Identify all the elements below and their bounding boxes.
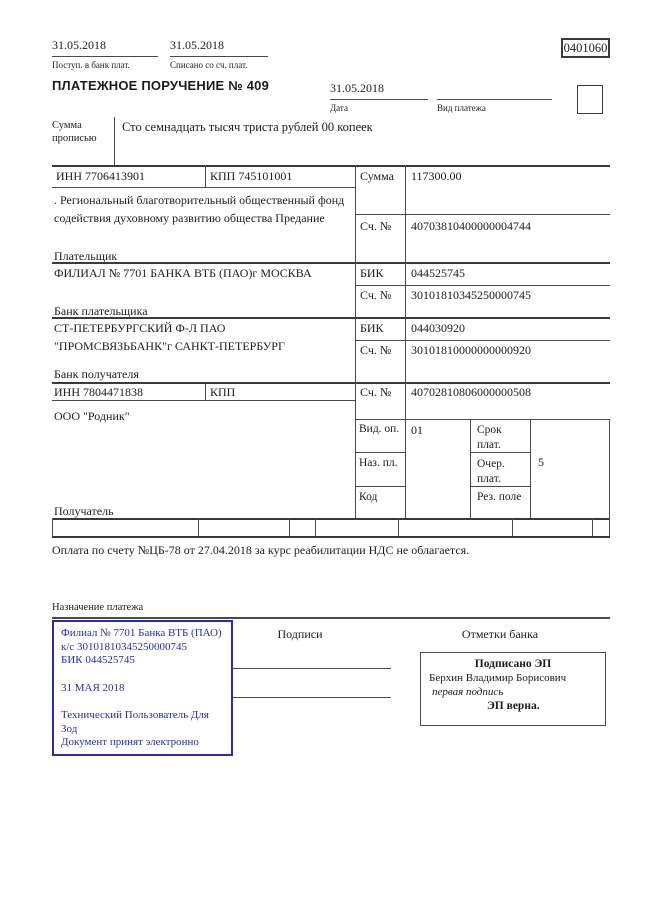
- rule: [355, 419, 610, 420]
- received-date-label: Поступ. в банк плат.: [52, 60, 130, 70]
- rule: [198, 518, 199, 536]
- rule: [437, 99, 552, 100]
- debited-date-label: Списано со сч. плат.: [170, 60, 248, 70]
- signature-stamp-sub: первая подпись: [432, 686, 504, 698]
- amount-words-label-2: прописью: [52, 133, 97, 144]
- payer-section-label: Плательщик: [54, 249, 118, 263]
- rule: [52, 262, 610, 264]
- date-label: Дата: [330, 103, 348, 113]
- signature-stamp-name: Берхин Владимир Борисович: [429, 672, 567, 684]
- order-label: Очер. плат.: [477, 458, 505, 485]
- rule: [52, 617, 610, 619]
- amount-words-value: Сто семнадцать тысяч триста рублей 00 копеек: [122, 120, 373, 134]
- rule: [355, 486, 405, 487]
- payment-kind-checkbox: [577, 85, 603, 114]
- code-label: Код: [359, 491, 378, 503]
- rule: [355, 340, 610, 341]
- purpose-section-label: Назначение платежа: [52, 602, 144, 613]
- rule: [592, 518, 593, 536]
- signature-stamp-verified: ЭП верна.: [487, 700, 540, 712]
- stamp-corr-account: к/с 30101810345250000745: [61, 640, 188, 653]
- payer-bank-section-label: Банк плательщика: [54, 304, 148, 318]
- rule: [205, 382, 206, 400]
- payer-account-label: Сч. №: [360, 219, 392, 233]
- rule: [52, 518, 610, 520]
- rule: [609, 518, 610, 536]
- sum-value: 117300.00: [411, 169, 462, 183]
- payee-account: 40702810806000000508: [411, 385, 531, 399]
- stamp-date: 31 МАЯ 2018: [61, 681, 125, 694]
- rule: [289, 518, 290, 536]
- payee-inn: ИНН 7804471838: [54, 385, 143, 399]
- payee-bank-bik-label: БИК: [360, 321, 384, 335]
- rule: [114, 117, 115, 165]
- rule: [530, 419, 531, 518]
- term-label: Срок плат.: [477, 424, 502, 451]
- document-date: 31.05.2018: [330, 81, 384, 95]
- rule: [405, 165, 406, 518]
- signature-stamp-title: Подписано ЭП: [474, 658, 552, 670]
- payer-bank-bik-label: БИК: [360, 266, 384, 280]
- payer-name: . Региональный благотворительный общественный фонд содействия духовному развитию общества Предание: [54, 193, 345, 225]
- amount-words-label-1: Сумма: [52, 120, 82, 131]
- rule: [52, 187, 355, 188]
- op-kind-label: Вид. оп.: [359, 423, 400, 435]
- rule: [52, 382, 610, 384]
- rule: [170, 56, 268, 57]
- rule: [355, 165, 356, 518]
- signatures-label: Подписи: [277, 627, 323, 641]
- payee-bank-name-1: СТ-ПЕТЕРБУРГСКИЙ Ф-Л ПАО: [54, 321, 226, 335]
- payer-bank-account-label: Сч. №: [360, 288, 392, 302]
- stamp-branch: Филиал № 7701 Банка ВТБ (ПАО): [61, 627, 222, 639]
- payee-bank-bik: 044030920: [411, 321, 465, 335]
- debited-date: 31.05.2018: [170, 38, 224, 52]
- payee-account-label: Сч. №: [360, 385, 392, 399]
- payer-bank-name: ФИЛИАЛ № 7701 БАНКА ВТБ (ПАО)г МОСКВА: [54, 266, 312, 280]
- rule: [52, 536, 610, 538]
- reserve-label: Рез. поле: [477, 491, 522, 503]
- bank-marks-label: Отметки банка: [461, 627, 539, 641]
- payer-bank-account: 30101810345250000745: [411, 288, 531, 302]
- payment-table: [52, 165, 610, 538]
- rule: [355, 452, 405, 453]
- stamp-note: Документ принят электронно: [61, 736, 199, 748]
- bank-electronic-stamp: [52, 620, 233, 756]
- stamp-bik: БИК 044525745: [61, 654, 135, 666]
- payee-bank-section-label: Банк получателя: [54, 367, 139, 381]
- payment-kind-label: Вид платежа: [437, 103, 486, 113]
- payer-bank-bik: 044525745: [411, 266, 465, 280]
- signature-stamp: [420, 652, 606, 726]
- purpose-text: Оплата по счету №ЦБ-78 от 27.04.2018 за курс реабилитации НДС не облагается.: [52, 543, 470, 557]
- payee-bank-name-2: "ПРОМСВЯЗЬБАНК"г САНКТ-ПЕТЕРБУРГ: [54, 339, 285, 353]
- purpose-code-label: Наз. пл.: [359, 457, 398, 469]
- rule: [315, 518, 316, 536]
- op-kind-value: 01: [411, 423, 423, 437]
- sum-label: Сумма: [360, 169, 394, 183]
- form-code-box: [561, 38, 610, 58]
- rule: [398, 518, 399, 536]
- document-title: ПЛАТЕЖНОЕ ПОРУЧЕНИЕ № 409: [52, 78, 270, 93]
- payer-kpp: КПП 745101001: [210, 169, 293, 183]
- payee-bank-account: 30101810000000000920: [411, 343, 531, 357]
- rule: [355, 285, 610, 286]
- rule: [470, 419, 471, 518]
- stamp-user: Технический Пользователь Для Зод: [61, 709, 209, 735]
- payee-name: ООО "Родник": [54, 409, 130, 423]
- rule: [609, 419, 610, 518]
- rule: [52, 165, 610, 167]
- payee-bank-account-label: Сч. №: [360, 343, 392, 357]
- rule: [52, 518, 53, 536]
- rule: [205, 165, 206, 187]
- payer-account: 40703810400000004744: [411, 219, 531, 233]
- rule: [330, 99, 428, 100]
- received-date: 31.05.2018: [52, 38, 106, 52]
- rule: [355, 214, 610, 215]
- signature-line: [233, 697, 391, 698]
- payee-kpp-label: КПП: [210, 385, 236, 399]
- payee-section-label: Получатель: [54, 504, 114, 518]
- rule: [52, 400, 355, 401]
- rule: [512, 518, 513, 536]
- order-value: 5: [538, 455, 544, 469]
- payer-inn: ИНН 7706413901: [56, 169, 145, 183]
- rule: [52, 56, 158, 57]
- signature-line: [233, 668, 391, 669]
- form-code: 0401060: [563, 40, 608, 55]
